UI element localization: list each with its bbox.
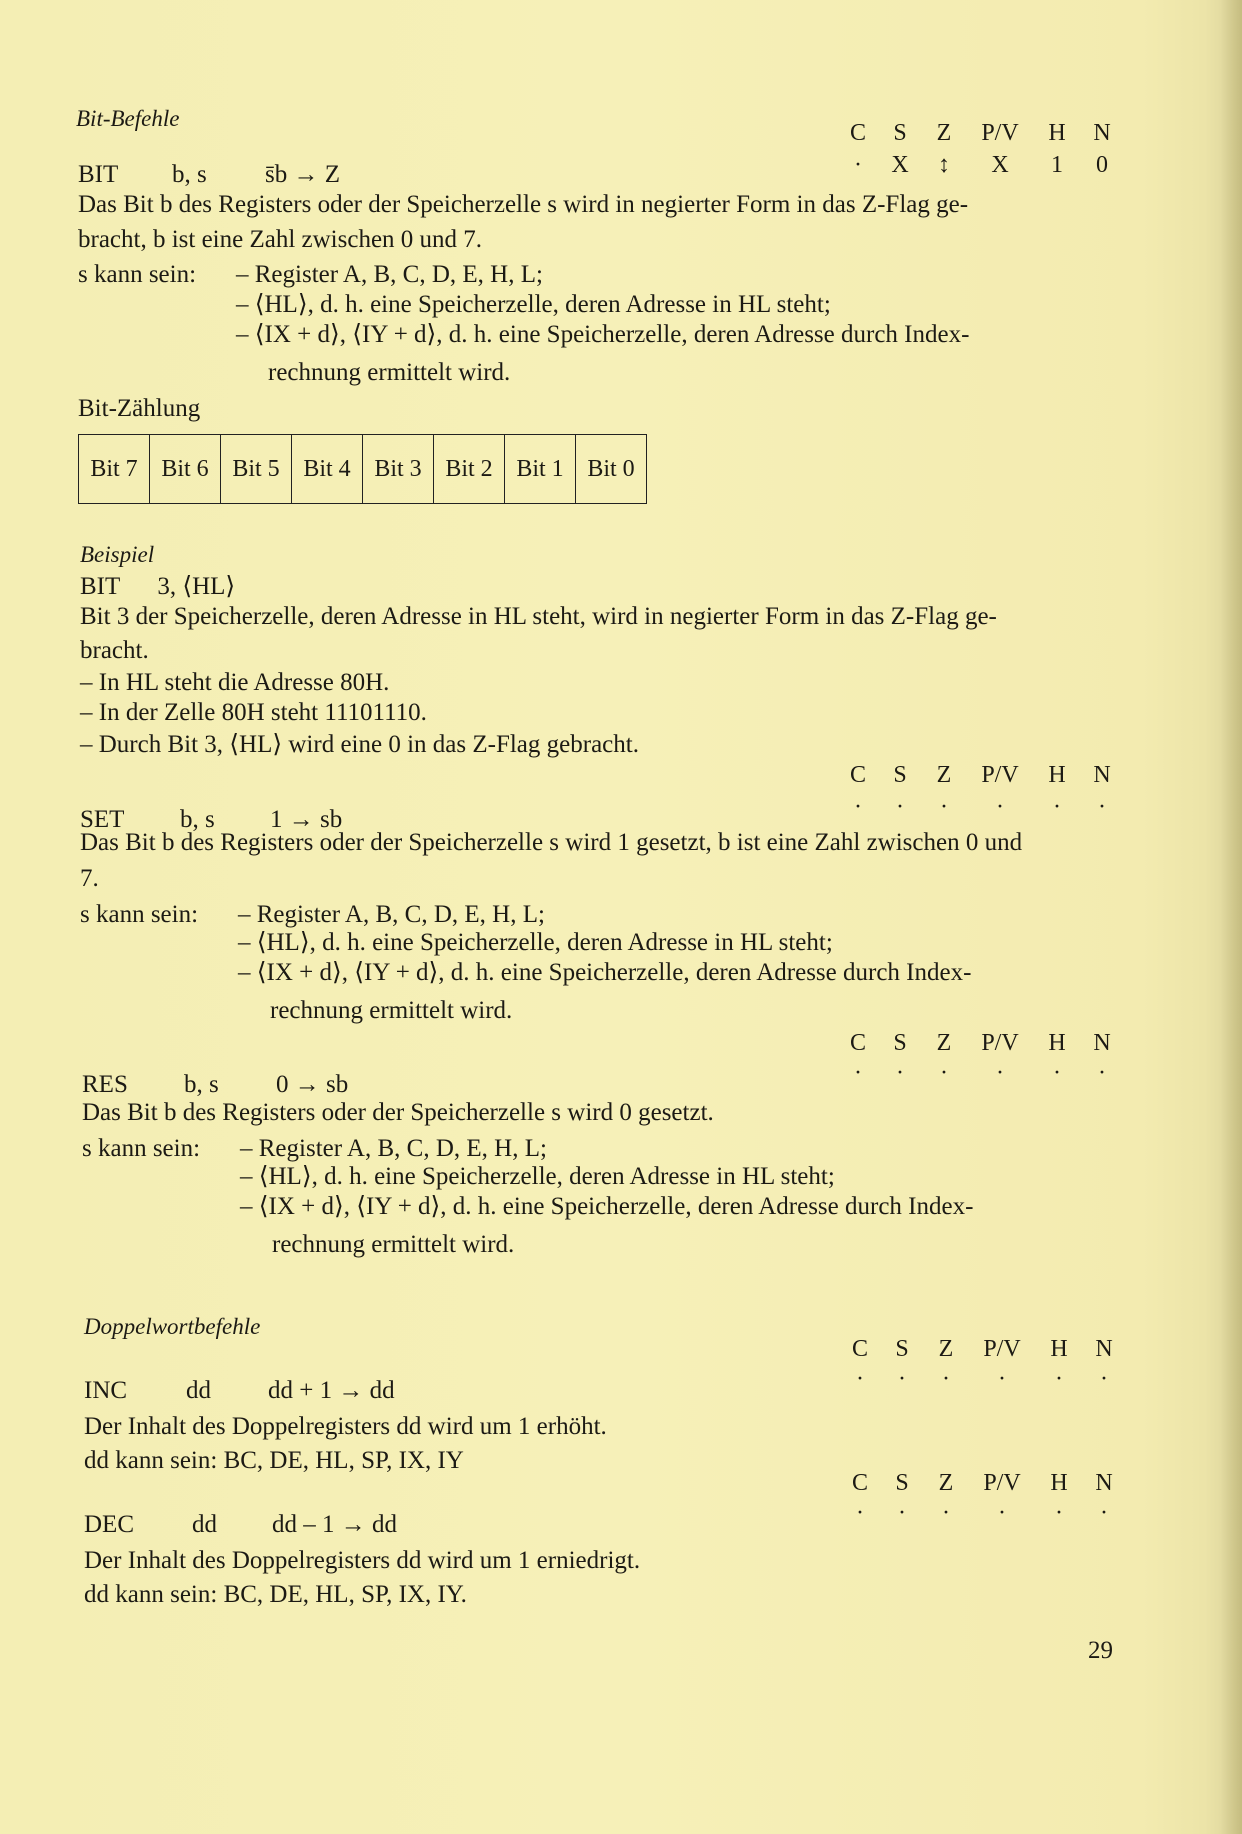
option-line: – Register A, B, C, D, E, H, L; [240,1135,547,1162]
s-label: s kann sein: [80,901,199,928]
flag-pv: P/V [981,1030,1019,1056]
flag-value: · [996,794,1004,820]
flag-value: · [942,1500,950,1526]
page-edge-shadow [1220,0,1242,1834]
flag-z: Z [936,1030,952,1056]
instruction-operands: b, s [172,161,207,188]
flag-n: N [1093,120,1111,146]
example-title: Beispiel [80,542,155,567]
flag-value: 0 [1096,152,1108,178]
flag-n: N [1095,1336,1113,1362]
section-title-bit-commands: Bit-Befehle [76,106,180,131]
description-line: 7. [80,865,99,892]
flag-h: H [1050,1336,1068,1362]
flag-value: · [898,1366,906,1392]
option-line: rechnung ermittelt wird. [270,997,513,1024]
flag-c: C [851,1470,868,1496]
flag-pv: P/V [981,120,1019,146]
description-line: Das Bit b des Registers oder der Speicherzelle s wird 1 gesetzt, b ist eine Zahl zwischen 0 und [80,829,1023,856]
example-line: BIT 3, ⟨HL⟩ [80,573,236,600]
flag-n: N [1093,1030,1111,1056]
s-label: s kann sein: [78,261,197,288]
flag-value: · [1100,1500,1108,1526]
instruction-operands: dd [192,1511,217,1538]
flag-value: 1 [1051,152,1063,178]
instruction-operands: b, s [184,1071,219,1098]
flag-value: · [854,1060,862,1086]
option-line: – ⟨IX + d⟩, ⟨IY + d⟩, d. h. eine Speicherzelle, deren Adresse durch Index- [238,959,972,986]
description-line: Der Inhalt des Doppelregisters dd wird um 1 erhöht. [84,1413,607,1440]
flag-c: C [849,120,866,146]
bit-cell: Bit 5 [221,435,292,504]
instruction-mnemonic: DEC [84,1511,134,1538]
flag-value: · [1098,794,1106,820]
flag-value: · [1055,1500,1063,1526]
option-line: rechnung ermittelt wird. [272,1231,515,1258]
flag-z: Z [938,1470,954,1496]
option-line: – ⟨HL⟩, d. h. eine Speicherzelle, deren Adresse in HL steht; [238,929,833,956]
section-title-double-word: Doppelwortbefehle [84,1314,261,1339]
bit-cell: Bit 7 [79,435,150,504]
flag-value: · [942,1366,950,1392]
option-line: – ⟨IX + d⟩, ⟨IY + d⟩, d. h. eine Speicherzelle, deren Adresse durch Index- [240,1193,974,1220]
flag-s: S [893,120,907,146]
bit-cell: Bit 2 [434,435,505,504]
flag-value: · [1100,1366,1108,1392]
description-line: bracht, b ist eine Zahl zwischen 0 und 7. [78,226,483,253]
flag-c: C [851,1336,868,1362]
flag-h: H [1050,1470,1068,1496]
instruction-operands: b, s [180,806,215,833]
flag-z: Z [936,762,952,788]
flag-pv: P/V [981,762,1019,788]
description-line: Das Bit b des Registers oder der Speicherzelle s wird in negierter Form in das Z-Flag ge- [78,191,969,218]
flag-s: S [893,1030,907,1056]
flag-s: S [893,762,907,788]
instruction-mnemonic: INC [84,1377,128,1404]
instruction-operation: dd – 1 → dd [272,1511,397,1538]
bit-cell: Bit 0 [576,435,647,504]
flag-value: ↕ [938,152,950,178]
instruction-operation: s̄b → Z [265,161,340,188]
bit-cell: Bit 1 [505,435,576,504]
flag-value: · [896,1060,904,1086]
flag-n: N [1093,762,1111,788]
flag-value: · [854,152,862,178]
flag-value: · [998,1500,1006,1526]
flag-value: · [940,794,948,820]
page-number: 29 [1088,1637,1113,1664]
flag-value: · [996,1060,1004,1086]
flag-value: · [1055,1366,1063,1392]
option-line: – ⟨HL⟩, d. h. eine Speicherzelle, deren Adresse in HL steht; [236,291,831,318]
flag-value: · [898,1500,906,1526]
option-line: – Register A, B, C, D, E, H, L; [238,901,545,928]
option-line: – Register A, B, C, D, E, H, L; [236,261,543,288]
bit-cell: Bit 4 [292,435,363,504]
instruction-operation: dd + 1 → dd [268,1377,395,1404]
flag-value: · [854,794,862,820]
flag-s: S [895,1470,909,1496]
flag-n: N [1095,1470,1113,1496]
bit-cell: Bit 6 [150,435,221,504]
option-line: rechnung ermittelt wird. [268,359,511,386]
flag-c: C [849,1030,866,1056]
flag-value: · [1098,1060,1106,1086]
example-line: – Durch Bit 3, ⟨HL⟩ wird eine 0 in das Z-Flag gebracht. [80,731,639,758]
flag-pv: P/V [983,1470,1021,1496]
flag-pv: P/V [983,1336,1021,1362]
flag-value: · [940,1060,948,1086]
bit-numbering-table [78,434,647,504]
flag-z: Z [936,120,952,146]
bit-cell: Bit 3 [363,435,434,504]
flag-c: C [849,762,866,788]
example-line: – In der Zelle 80H steht 11101110. [80,699,427,726]
flag-value: · [856,1366,864,1392]
instruction-mnemonic: SET [80,806,125,833]
option-line: – ⟨IX + d⟩, ⟨IY + d⟩, d. h. eine Speicherzelle, deren Adresse durch Index- [236,321,970,348]
option-line: – ⟨HL⟩, d. h. eine Speicherzelle, deren Adresse in HL steht; [240,1163,835,1190]
description-line: dd kann sein: BC, DE, HL, SP, IX, IY. [84,1581,467,1608]
example-line: bracht. [80,637,149,664]
flag-value: X [891,152,909,178]
description-line: Der Inhalt des Doppelregisters dd wird um 1 erniedrigt. [84,1547,641,1574]
flag-value: · [1053,1060,1061,1086]
description-line: Das Bit b des Registers oder der Speicherzelle s wird 0 gesetzt. [82,1099,714,1126]
flag-s: S [895,1336,909,1362]
flag-value: · [998,1366,1006,1392]
example-line: – In HL steht die Adresse 80H. [80,669,390,696]
flag-h: H [1048,762,1066,788]
flag-value: X [991,152,1009,178]
flag-value: · [896,794,904,820]
instruction-mnemonic: BIT [78,161,119,188]
flag-h: H [1048,120,1066,146]
flag-value: · [856,1500,864,1526]
instruction-operation: 0 → sb [276,1071,349,1098]
s-label: s kann sein: [82,1135,201,1162]
example-line: Bit 3 der Speicherzelle, deren Adresse in HL steht, wird in negierter Form in das Z-Flag ge- [80,603,997,630]
description-line: dd kann sein: BC, DE, HL, SP, IX, IY [84,1447,464,1474]
flag-h: H [1048,1030,1066,1056]
flag-z: Z [938,1336,954,1362]
instruction-mnemonic: RES [82,1071,128,1098]
instruction-operation: 1 → sb [270,806,343,833]
flag-value: · [1053,794,1061,820]
bit-count-title: Bit-Zählung [78,395,201,422]
instruction-operands: dd [186,1377,211,1404]
